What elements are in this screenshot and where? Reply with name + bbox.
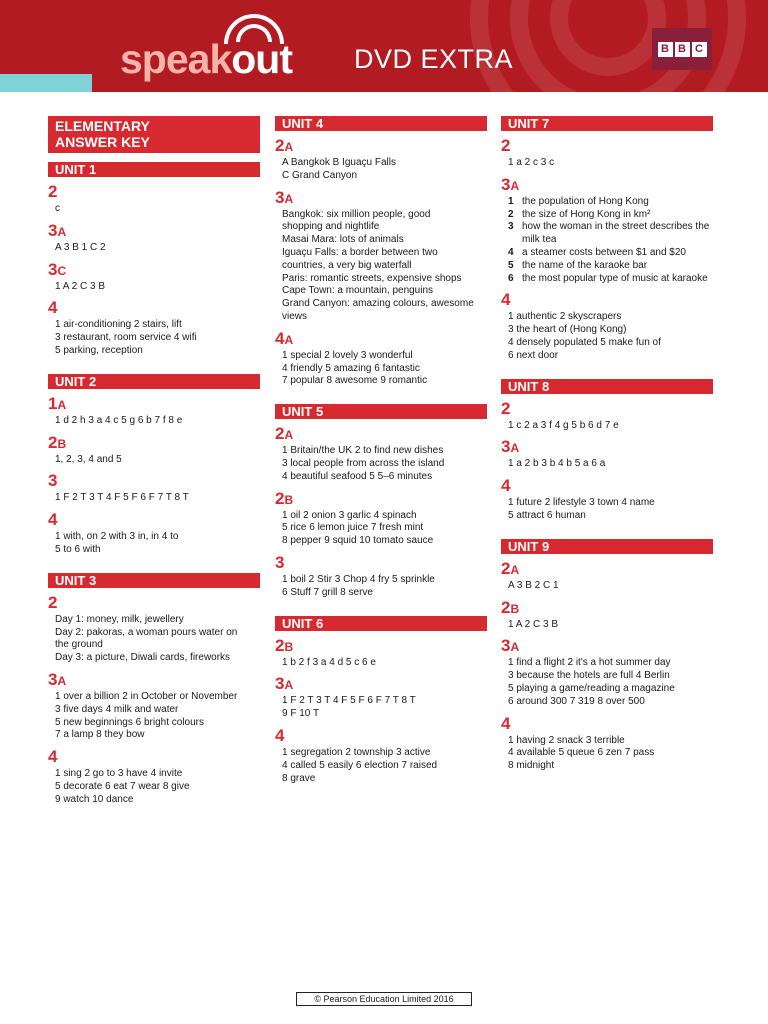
- exercise-num: 1: [48, 393, 58, 413]
- answer-line: 1 sing 2 go to 3 have 4 invite: [55, 768, 183, 780]
- teal-accent-bar: [0, 74, 92, 92]
- answer-line: 1 future 2 lifestyle 3 town 4 name: [508, 497, 655, 509]
- product-title: DVD EXTRA: [354, 44, 514, 74]
- item-text: the name of the karaoke bar: [522, 259, 648, 271]
- exercise-num: 2: [501, 398, 511, 418]
- exercise-num: 4: [275, 328, 285, 348]
- answer-line: 1 a 2 b 3 b 4 b 5 a 6 a: [508, 458, 606, 470]
- exercise-part: B: [57, 436, 67, 451]
- unit-header: UNIT 4: [275, 116, 487, 131]
- answer-line: shopping and nightlife: [282, 221, 380, 233]
- answer-line: 6 Stuff 7 grill 8 serve: [282, 586, 373, 598]
- answer-line: 4 beautiful seafood 5 5–6 minutes: [282, 470, 433, 482]
- bbc-logo: B B C: [652, 28, 712, 70]
- exercise-num: 3: [48, 259, 58, 279]
- answer-line: 5 parking, reception: [55, 344, 143, 356]
- answer-line: 9 watch 10 dance: [55, 793, 134, 805]
- item-text: a steamer costs between $1 and $20: [522, 246, 686, 258]
- exercise-num: 2: [501, 136, 511, 155]
- exercise-number: [501, 477, 713, 496]
- exercise-num: 2: [275, 488, 285, 508]
- answer-line: 8 midnight: [508, 760, 555, 772]
- exercise-num: 2: [48, 182, 58, 201]
- answer-line: 5 attract 6 human: [508, 509, 586, 521]
- exercise-number: [275, 490, 487, 509]
- answer-line: 1 over a billion 2 in October or November: [55, 690, 238, 702]
- answer-line: 1 Britain/the UK 2 to find new dishes: [282, 445, 444, 457]
- answer-line: 5 playing a game/reading a magazine: [508, 682, 675, 694]
- answer-line: 1 boil 2 Stir 3 Chop 4 fry 5 sprinkle: [282, 573, 435, 585]
- item-number: 6: [508, 272, 514, 284]
- exercise-part: A: [57, 673, 67, 688]
- answer-line: 1 special 2 lovely 3 wonderful: [282, 349, 413, 361]
- exercise-part: B: [284, 492, 294, 507]
- exercise-number: [275, 137, 487, 156]
- answer-line: 1 segregation 2 township 3 active: [282, 746, 431, 758]
- answer-line: 4 available 5 queue 6 zen 7 pass: [508, 747, 655, 759]
- answer-line: views: [282, 310, 308, 322]
- exercise-number: [501, 438, 713, 457]
- item-number: 5: [508, 259, 514, 271]
- answer-line: 1 c 2 a 3 f 4 g 5 b 6 d 7 e: [508, 419, 619, 431]
- unit-9: [501, 539, 713, 773]
- answer-item: [508, 221, 713, 247]
- answer-line: 4 densely populated 5 make fun of: [508, 336, 661, 348]
- exercise-number: [48, 594, 260, 613]
- exercise-number: [48, 222, 260, 241]
- speakout-logo: speakout: [120, 36, 293, 82]
- exercise-number: [275, 330, 487, 349]
- exercise-num: 2: [275, 136, 285, 155]
- answer-line: 3 the heart of (Hong Kong): [508, 324, 627, 336]
- exercise-number: [48, 395, 260, 414]
- exercise-number: [501, 637, 713, 656]
- answer-line: Iguaçu Falls: a border between two: [282, 246, 438, 258]
- exercise-num: 4: [501, 290, 511, 310]
- copyright-footer: © Pearson Education Limited 2016: [296, 992, 472, 1006]
- answer-line: 5 new beginnings 6 bright colours: [55, 716, 204, 728]
- exercise-number: [275, 189, 487, 208]
- exercise-part: A: [510, 640, 520, 655]
- exercise-number: [48, 434, 260, 453]
- exercise-part: B: [510, 601, 520, 616]
- answer-line: countries, a very big waterfall: [282, 259, 412, 271]
- header-banner: [0, 0, 768, 92]
- answer-line: Bangkok: six million people, good: [282, 208, 431, 220]
- answer-line: 3 because the hotels are full 4 Berlin: [508, 670, 670, 682]
- exercise-num: 3: [501, 636, 511, 656]
- page-title: ELEMENTARY ANSWER KEY: [48, 116, 260, 153]
- item-number: 1: [508, 195, 514, 207]
- answer-line: c: [55, 203, 60, 214]
- unit-6: [275, 616, 487, 786]
- exercise-num: 2: [48, 592, 58, 612]
- answer-line: 1 authentic 2 skyscrapers: [508, 311, 622, 323]
- column-1: [48, 116, 260, 807]
- answer-item: [508, 196, 713, 209]
- answer-line: 7 popular 8 awesome 9 romantic: [282, 375, 428, 387]
- exercise-number: [48, 472, 260, 491]
- unit-header: UNIT 9: [501, 539, 713, 554]
- item-number: 2: [508, 208, 514, 220]
- exercise-num: 4: [501, 713, 511, 733]
- unit-header: UNIT 7: [501, 116, 713, 131]
- item-text: how the woman in the street describes the milk tea: [522, 221, 710, 246]
- exercise-num: 4: [48, 298, 58, 318]
- exercise-part: C: [57, 263, 67, 278]
- exercise-num: 4: [275, 725, 285, 745]
- answer-line: 1 with, on 2 with 3 in, in 4 to: [55, 531, 179, 543]
- answer-line: 3 five days 4 milk and water: [55, 703, 179, 715]
- answer-line: 1 b 2 f 3 a 4 d 5 c 6 e: [282, 656, 376, 668]
- answer-line: C Grand Canyon: [282, 169, 358, 181]
- exercise-num: 2: [501, 597, 511, 617]
- unit-7: [501, 116, 713, 363]
- answer-line: 6 next door: [508, 349, 559, 361]
- answer-line: 1 find a flight 2 it's a hot summer day: [508, 657, 671, 669]
- answer-line: 4 friendly 5 amazing 6 fantastic: [282, 362, 420, 374]
- exercise-number: [48, 671, 260, 690]
- exercise-number: [501, 137, 713, 156]
- answer-line: 3 local people from across the island: [282, 457, 445, 469]
- exercise-num: 3: [275, 187, 285, 207]
- exercise-part: A: [510, 562, 520, 577]
- exercise-number: [48, 261, 260, 280]
- answer-line: 5 to 6 with: [55, 543, 101, 555]
- exercise-number: [501, 400, 713, 419]
- answer-line: 1 d 2 h 3 a 4 c 5 g 6 b 7 f 8 e: [55, 414, 183, 426]
- exercise-num: 4: [48, 747, 58, 767]
- answer-line: 1 F 2 T 3 T 4 F 5 F 6 F 7 T 8 T: [55, 492, 189, 504]
- answer-line: Day 1: money, milk, jewellery: [55, 613, 184, 625]
- exercise-part: A: [284, 428, 294, 443]
- item-text: the population of Hong Kong: [522, 195, 649, 207]
- exercise-number: [275, 727, 487, 746]
- answer-line: 5 decorate 6 eat 7 wear 8 give: [55, 780, 190, 792]
- answer-line: A Bangkok B Iguaçu Falls: [282, 157, 396, 168]
- unit-header: UNIT 8: [501, 379, 713, 394]
- answer-line: 1 having 2 snack 3 terrible: [508, 734, 625, 746]
- exercise-num: 3: [501, 174, 511, 194]
- unit-1: [48, 162, 260, 358]
- answer-line: 1 a 2 c 3 c: [508, 157, 555, 168]
- unit-3: [48, 573, 260, 807]
- exercise-num: 3: [501, 437, 511, 457]
- answer-item: [508, 247, 713, 260]
- unit-header: UNIT 2: [48, 374, 260, 389]
- exercise-num: 3: [48, 669, 58, 689]
- exercise-number: [48, 748, 260, 767]
- answer-line: 1 air-conditioning 2 stairs, lift: [55, 319, 182, 331]
- exercise-num: 2: [48, 432, 58, 452]
- exercise-number: [501, 176, 713, 195]
- exercise-num: 4: [48, 510, 58, 530]
- exercise-num: 4: [501, 476, 511, 496]
- answer-line: 4 called 5 easily 6 election 7 raised: [282, 759, 438, 771]
- answer-line: 3 restaurant, room service 4 wifi: [55, 332, 197, 344]
- item-number: 3: [508, 221, 514, 233]
- item-text: the size of Hong Kong in km²: [522, 208, 651, 220]
- exercise-number: [501, 715, 713, 734]
- answer-line: 9 F 10 T: [282, 708, 320, 720]
- answer-line: Masai Mara: lots of animals: [282, 234, 404, 246]
- exercise-number: [48, 299, 260, 318]
- unit-header: UNIT 6: [275, 616, 487, 631]
- exercise-num: 3: [48, 471, 58, 491]
- answer-line: Day 2: pakoras, a woman pours water on: [55, 626, 238, 638]
- answer-line: Cape Town: a mountain, penguins: [282, 285, 434, 297]
- unit-8: [501, 379, 713, 523]
- exercise-number: [275, 637, 487, 656]
- exercise-part: A: [57, 224, 67, 239]
- answer-line: 1, 2, 3, 4 and 5: [55, 453, 122, 465]
- exercise-number: [501, 560, 713, 579]
- exercise-num: 3: [48, 220, 58, 240]
- exercise-number: [48, 511, 260, 530]
- item-number: 4: [508, 246, 514, 258]
- answer-line: Grand Canyon: amazing colours, awesome: [282, 298, 474, 310]
- exercise-part: A: [284, 678, 294, 693]
- exercise-number: [501, 291, 713, 310]
- column-2: [275, 116, 487, 785]
- answer-item: [508, 209, 713, 222]
- answer-line: 1 F 2 T 3 T 4 F 5 F 6 F 7 T 8 T: [282, 695, 416, 707]
- unit-5: [275, 404, 487, 599]
- exercise-num: 2: [275, 635, 285, 655]
- item-text: the most popular type of music at karaoke: [522, 272, 708, 284]
- answer-line: 7 a lamp 8 they bow: [55, 729, 145, 741]
- unit-2: [48, 374, 260, 557]
- exercise-part: A: [57, 397, 67, 412]
- answer-line: 6 around 300 7 319 8 over 500: [508, 695, 645, 707]
- answer-line: 5 rice 6 lemon juice 7 fresh mint: [282, 522, 424, 534]
- answer-line: A 3 B 2 C 1: [508, 579, 559, 591]
- exercise-number: [275, 554, 487, 573]
- exercise-number: [275, 675, 487, 694]
- answer-line: 1 A 2 C 3 B: [508, 618, 559, 630]
- unit-header: UNIT 5: [275, 404, 487, 419]
- exercise-num: 3: [275, 674, 285, 694]
- exercise-part: A: [284, 191, 294, 206]
- answer-line: the ground: [55, 639, 103, 651]
- answer-line: 1 A 2 C 3 B: [55, 280, 106, 292]
- exercise-number: [48, 183, 260, 202]
- answer-line: Day 3: a picture, Diwali cards, fireworks: [55, 652, 231, 664]
- exercise-number: [501, 599, 713, 618]
- exercise-part: A: [510, 178, 520, 193]
- answer-line: Paris: romantic streets, expensive shops: [282, 272, 462, 284]
- exercise-part: A: [284, 332, 294, 347]
- answer-line: 8 grave: [282, 772, 316, 784]
- answer-item: [508, 273, 713, 286]
- column-3: [501, 116, 713, 773]
- exercise-num: 3: [275, 552, 285, 572]
- answer-item: [508, 260, 713, 273]
- unit-header: UNIT 1: [48, 162, 260, 177]
- exercise-num: 2: [275, 424, 285, 444]
- exercise-part: A: [284, 140, 294, 154]
- exercise-part: A: [510, 441, 520, 456]
- exercise-part: B: [284, 639, 294, 654]
- answer-line: 1 oil 2 onion 3 garlic 4 spinach: [282, 509, 417, 521]
- exercise-number: [275, 425, 487, 444]
- exercise-num: 2: [501, 558, 511, 578]
- unit-4: [275, 116, 487, 388]
- answer-line: 8 pepper 9 squid 10 tomato sauce: [282, 535, 434, 547]
- answer-line: A 3 B 1 C 2: [55, 241, 106, 253]
- unit-header: UNIT 3: [48, 573, 260, 588]
